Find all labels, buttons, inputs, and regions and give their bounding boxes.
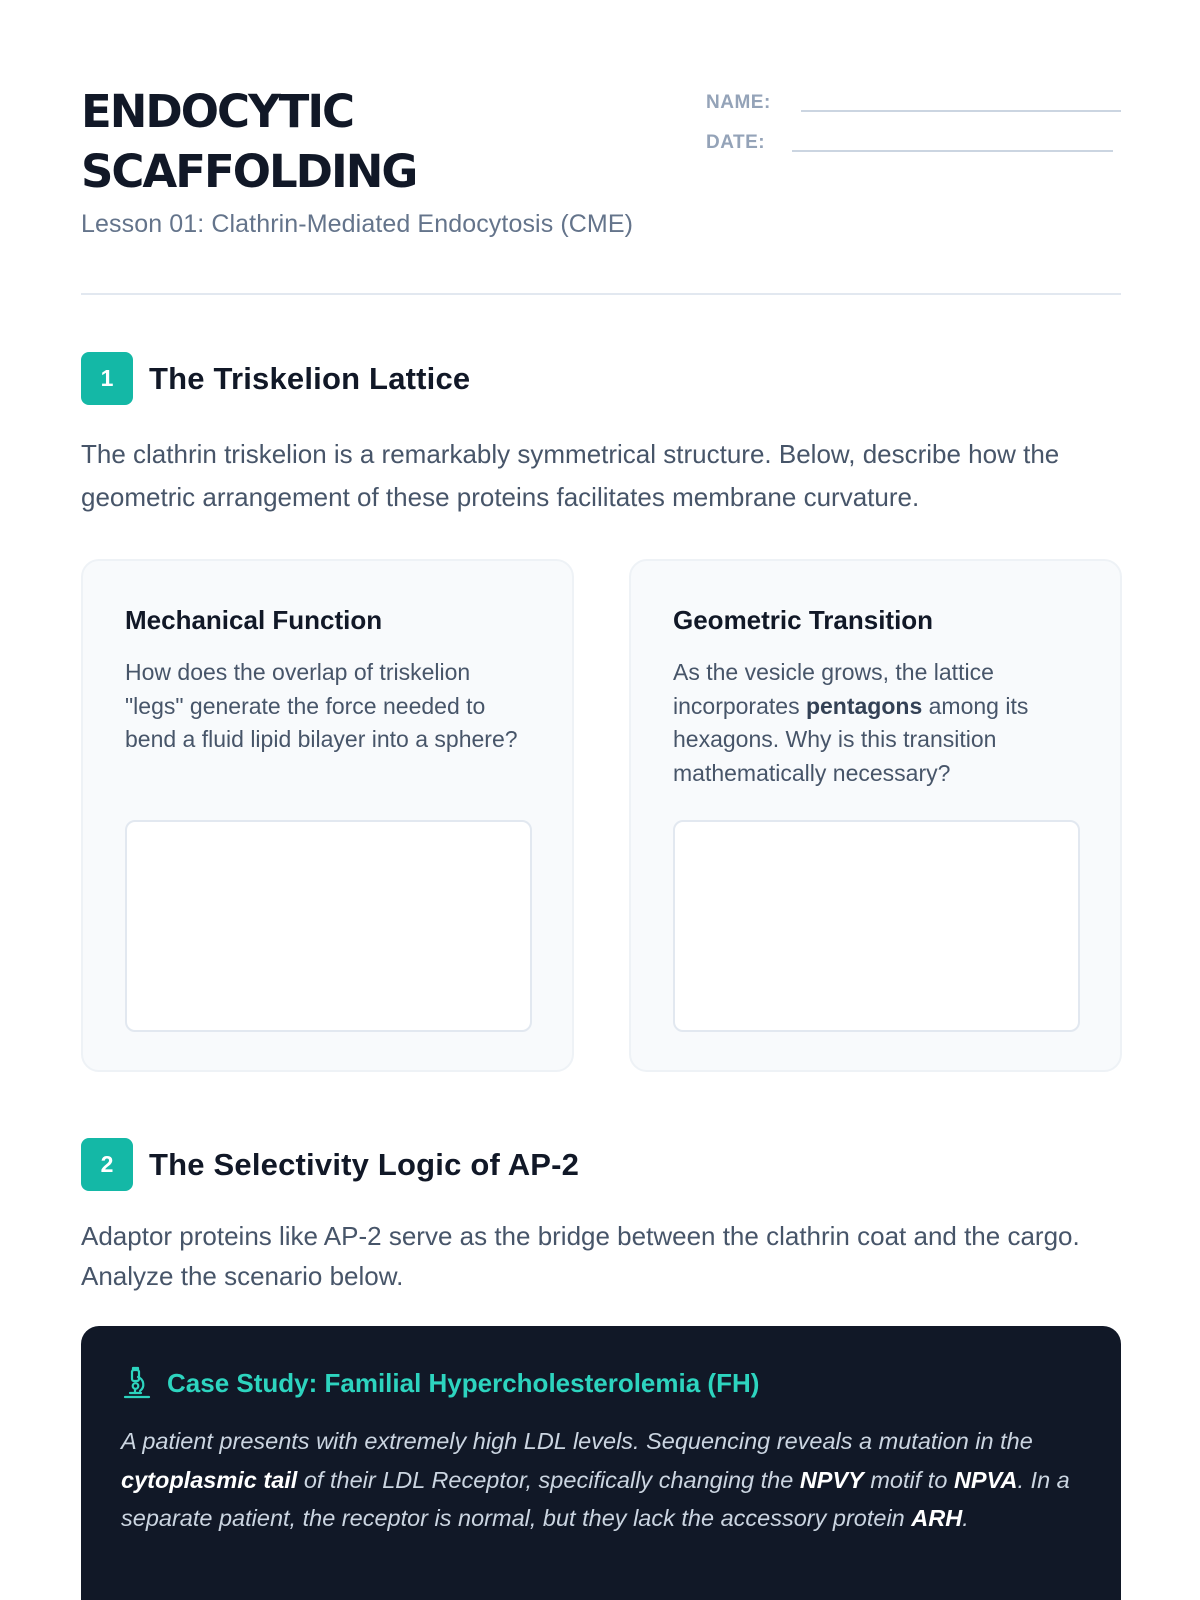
case-text-segment: . In a separate patient, the receptor is normal, but they lack the accessory protein <box>121 1466 1070 1531</box>
case-text-emphasis: cytoplasmic tail <box>121 1466 298 1493</box>
question-text: among its hexagons. Why is this transition mathematically necessary? <box>673 692 1029 786</box>
section-2-intro: Adaptor proteins like AP-2 serve as the bridge between the clathrin coat and the cargo. Analyze the scenario below. <box>81 1221 1080 1291</box>
case-text-segment: of their LDL Receptor, specifically changing the <box>297 1466 800 1493</box>
date-label: DATE: <box>706 132 766 153</box>
case-text-segment: A patient presents with extremely high LDL levels. Sequencing reveals a mutation in the <box>121 1428 1033 1454</box>
section-1-header <box>81 352 470 405</box>
name-row <box>706 80 1121 120</box>
name-field[interactable] <box>801 92 1121 112</box>
case-study-panel <box>81 1326 1121 1600</box>
section-2-header <box>81 1138 579 1191</box>
card-question <box>673 656 1078 796</box>
page-title <box>81 82 721 202</box>
section-1-title: The Triskelion Lattice <box>149 360 471 396</box>
date-row <box>706 120 1121 160</box>
case-text-segment: motif to <box>863 1466 954 1493</box>
card-title: Mechanical Function <box>125 605 383 635</box>
title-block <box>81 82 721 239</box>
section-1-intro: The clathrin triskelion is a remarkably symmetrical structure. Below, describe how the geometric arrangement of these proteins facilitates membrane curvature. <box>81 439 1060 512</box>
case-text-emphasis: ARH <box>911 1505 963 1531</box>
name-label: NAME: <box>706 92 771 113</box>
section-1-number: 1 <box>81 352 133 405</box>
title-line-1: ENDOCYTIC <box>81 85 354 138</box>
student-meta <box>706 80 1121 160</box>
case-text-segment: . <box>962 1505 969 1531</box>
case-text-emphasis: NPVY <box>799 1466 864 1493</box>
case-text-emphasis: NPVA <box>953 1466 1018 1493</box>
case-study-title: Case Study: Familial Hypercholesterolemia (FH) <box>167 1367 760 1398</box>
card-question: How does the overlap of triskelion "legs" generate the force needed to bend a fluid lipid bilayer into a sphere? <box>125 659 518 752</box>
case-study-text <box>121 1422 1081 1538</box>
card-mechanical-function <box>81 559 574 1072</box>
lesson-subtitle: Lesson 01: Clathrin-Mediated Endocytosis (CME) <box>81 210 634 238</box>
date-field[interactable] <box>792 132 1113 152</box>
answer-box-geometric[interactable] <box>673 820 1080 1032</box>
card-title: Geometric Transition <box>673 605 934 635</box>
worksheet-page <box>81 0 1121 1600</box>
section-2-title: The Selectivity Logic of AP-2 <box>149 1146 580 1182</box>
section-2-number: 2 <box>81 1138 133 1191</box>
question-emphasis: pentagons <box>805 692 923 719</box>
header-divider <box>81 293 1121 295</box>
answer-box-mechanical[interactable] <box>125 820 532 1032</box>
card-geometric-transition <box>629 559 1122 1072</box>
microscope-icon <box>121 1366 153 1400</box>
case-study-header <box>121 1366 1081 1400</box>
title-line-2: SCAFFOLDING <box>81 145 417 198</box>
question-text: As the vesicle grows, the lattice incorporates <box>673 659 994 719</box>
